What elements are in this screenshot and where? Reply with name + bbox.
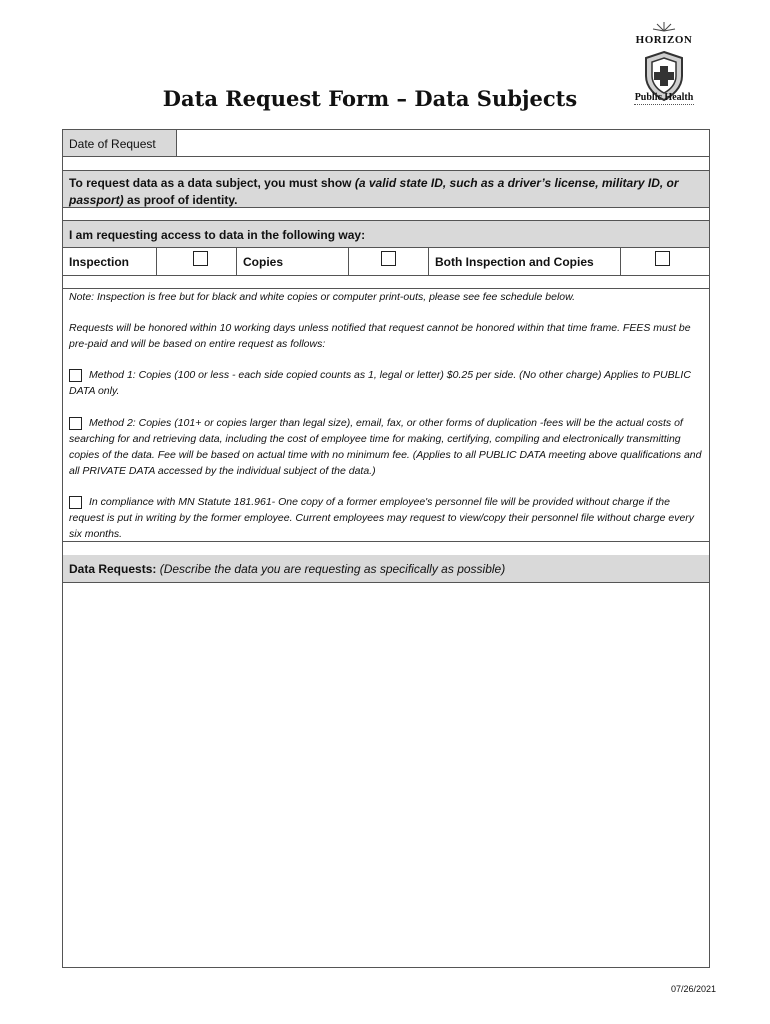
data-requests-heading-row (63, 555, 709, 583)
access-options-row (63, 248, 709, 276)
option-label-inspection: Inspection (63, 248, 157, 275)
logo-sub-name: Public Health (634, 92, 694, 103)
spacer-row (63, 276, 709, 289)
method2-option (69, 415, 703, 479)
method1-text: Method 1: Copies (100 or less - each side copied counts as 1, legal or letter) $0.25 per side. (No other charge) Applies to PUBLIC DATA only. (69, 369, 691, 397)
sunburst-icon (650, 20, 678, 32)
spacer-row (63, 157, 709, 171)
copies-checkbox[interactable] (381, 251, 396, 266)
turnaround-note: Requests will be honored within 10 working days unless notified that request cannot be honored within that time frame. FEES must be pre-paid and will be based on entire request as follows: (69, 322, 691, 350)
option-label-copies: Copies (237, 248, 349, 275)
statute-checkbox[interactable] (69, 496, 82, 509)
data-requests-textarea[interactable] (63, 583, 709, 967)
both-checkbox[interactable] (655, 251, 670, 266)
access-heading-row (63, 221, 709, 248)
option-cell-copies (349, 248, 429, 275)
method1-option (69, 367, 703, 399)
statute-option (69, 494, 703, 542)
statute-text: In compliance with MN Statute 181.961- One copy of a former employee's personnel file will be provided without charge if the request is put in writing by the former employee. Current employees may request to view/copy their personnel file without charge every six months. (69, 496, 695, 540)
method2-text: Method 2: Copies (101+ or copies larger than legal size), email, fax, or other forms of duplication -fees will be the actual costs of searching for and retrieving data, including the cost of employee time for making, certifying, compiling and electronically transmitting copies of the data. Fee will be based on actual time with no minimum fee. (Applies to all PUBLIC DATA meeting above qualifications and all PRIVATE DATA accessed by the individual subject of the data.) (69, 417, 702, 477)
identity-instructions-row (63, 171, 709, 208)
identity-suffix: as proof of identity. (123, 193, 238, 207)
logo-org-name: HORIZON (635, 34, 693, 46)
method1-checkbox[interactable] (69, 369, 82, 382)
page-title: Data Request Form – Data Subjects (162, 86, 578, 111)
inspection-checkbox[interactable] (193, 251, 208, 266)
fees-notes-section (63, 289, 709, 542)
data-requests-hint: (Describe the data you are requesting as specifically as possible) (159, 562, 506, 576)
form-revision-date: 07/26/2021 (670, 984, 716, 994)
date-of-request-row (63, 130, 709, 157)
method2-checkbox[interactable] (69, 417, 82, 430)
identity-id-examples: (a valid state ID, such as a driver’s license, military ID, or passport) (69, 176, 679, 207)
option-cell-inspection (157, 248, 237, 275)
spacer-row (63, 208, 709, 221)
date-of-request-field[interactable] (177, 130, 709, 156)
option-label-both: Both Inspection and Copies (429, 248, 621, 275)
access-heading: I am requesting access to data in the following way: (69, 228, 366, 242)
data-request-form (62, 129, 710, 968)
data-requests-label: Data Requests: (69, 562, 157, 576)
identity-instructions (69, 175, 699, 209)
option-cell-both (621, 248, 709, 275)
data-requests-heading (63, 555, 709, 576)
inspection-note: Note: Inspection is free but for black and white copies or computer print-outs, please see fee schedule below. (69, 291, 576, 303)
date-of-request-label: Date of Request (63, 130, 177, 156)
identity-prefix: To request data as a data subject, you must show (69, 176, 355, 190)
